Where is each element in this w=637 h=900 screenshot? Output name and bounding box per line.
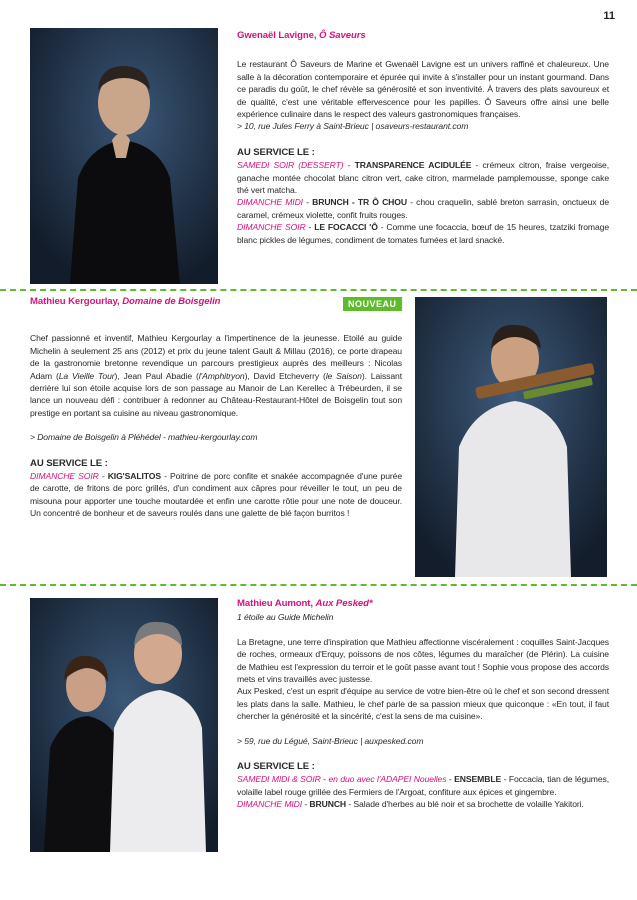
service-item: SAMEDI MIDI & SOIR - en duo avec l'ADAPEI Nouelles - ENSEMBLE - Foccacia, tian de légumes, volaille label rouge grillée des Fermiers de l'Argoat, confiture aux épices et gingembre. <box>237 774 610 797</box>
chef-description: Le restaurant Ô Saveurs de Marine et Gwenaël Lavigne est un univers raffiné et chaleureux. Une salle à la décoration contemporaire et épurée qui invite à s'installer pour un instant gourmand. Dans ce paradis du goût, le chef révèle sa générosité et son inventivité. À travers des plats savoureux et de qualité, c'est une véritable effervescence pour les papilles. Ô Saveurs offre ainsi une belle expérience culinaire dans le respect des valeurs gastronomiques françaises. <box>237 59 609 120</box>
chef-name: Mathieu Kergourlay, Domaine de Boisgelin <box>30 296 221 307</box>
chef-section-mathieu-aumont <box>237 598 609 811</box>
chef-description: Chef passionné et inventif, Mathieu Kergourlay a l'impertinence de la jeunesse. Etoilé au guide Michelin à seulement 25 ans (2012) et prix du jeune talent Gault & Millau (2016), ce porte drapeau de la gastronomie bretonne revendique un parcours prestigieux auprès des meilleurs : Nicolas Adam (La Vieille Tour), Jean Paul Abadie (l'Amphitryon), David Etcheverry (le Saison). Laissant derrière lui son étoile acquise lors de son passage au Manoir de Lan Kerellec à Trébeurden, il se lance un nouveau défi : contribuer à redonner au Château-Restaurant-Hôtel de Boisgelin tout son prestige en portant sa cuisine au niveau gastronomique. <box>30 333 402 418</box>
service-item: DIMANCHE SOIR - LE FOCACCI 'Ô - Comme une focaccia, bœuf de 15 heures, tzatziki fromage blanc pickles de légumes, condiment de tomates fumées et lard snacké. <box>237 222 609 245</box>
new-badge: NOUVEAU <box>343 297 402 311</box>
chef-name: Mathieu Aumont, Aux Pesked* <box>237 598 373 609</box>
page-number: 11 <box>603 10 615 22</box>
service-item: SAMEDI SOIR (DESSERT) - TRANSPARENCE ACIDULÉE - crémeux citron, fraise vergeoise, ganache montée chocolat blanc citron vert, cake citron, marmelade pamplemousse, sponge cake thé vert matcha. <box>237 160 609 196</box>
chef-name: Gwenaël Lavigne, Ô Saveurs <box>237 30 366 41</box>
chef-section-gwenael-lavigne <box>237 30 609 246</box>
chef-description: La Bretagne, une terre d'inspiration que Mathieu affectionne viscéralement : coquilles Saint-Jacques de roches, ormeaux d'Erquy, poissons de nos côtes, légumes du maraîcher (de Plérin). La cuisine de Mathieu est l'expression du terroir et le goût passe avant tout ! Sophie vous propose des accords mets et vins travaillés avec justesse. <box>237 636 609 685</box>
restaurant-address: > 59, rue du Légué, Saint-Brieuc | auxpesked.com <box>237 735 424 746</box>
service-item: DIMANCHE SOIR - KIG'SALITOS - Poitrine de porc confite et snakée accompagnée d'une purée de carotte, de fritons de porc grillés, d'un condiment aux câpres pour réveiller le tout, un peu de misouna pour apporter une touche moutardée et enfin une carotte rôtie pour une note de douceur. Un concentré de bonheur et de saveurs roulés dans une galette de blé façon burritos ! <box>30 471 403 519</box>
service-item: DIMANCHE MIDI - BRUNCH - TR Ô CHOU - chou craquelin, sablé breton sarrasin, onctueux de caramel, crémeux violette, confit fruits rouges. <box>237 197 610 220</box>
section-divider <box>0 584 637 586</box>
service-title: AU SERVICE LE : <box>30 457 108 469</box>
chef-section-mathieu-kergourlay <box>30 296 402 520</box>
service-title: AU SERVICE LE : <box>237 146 315 158</box>
chef-photo-gwenael-lavigne <box>30 28 218 284</box>
chef-photo-mathieu-kergourlay <box>415 297 607 577</box>
service-title: AU SERVICE LE : <box>237 761 315 773</box>
restaurant-address: > Domaine de Boisgelin à Pléhédel - mathieu-kergourlay.com <box>30 432 258 443</box>
chef-description-2: Aux Pesked, c'est un esprit d'équipe au service de votre bien-être où le chef et son second dressent les plats dans la salle. Mathieu, le chef parle de sa passion mieux que quiconque : «En tout, il faut chercher la générosité et la sincérité, c'est la sens de ma cuisine». <box>237 686 609 722</box>
restaurant-address: > 10, rue Jules Ferry à Saint-Brieuc | osaveurs-restaurant.com <box>237 121 469 132</box>
section-divider <box>0 289 637 291</box>
chef-subtitle: 1 étoile au Guide Michelin <box>237 612 334 623</box>
chef-photo-mathieu-aumont <box>30 598 218 852</box>
service-item: DIMANCHE MIDI - BRUNCH - Salade d'herbes au blé noir et sa brochette de volaille Yakitori. <box>237 799 584 810</box>
